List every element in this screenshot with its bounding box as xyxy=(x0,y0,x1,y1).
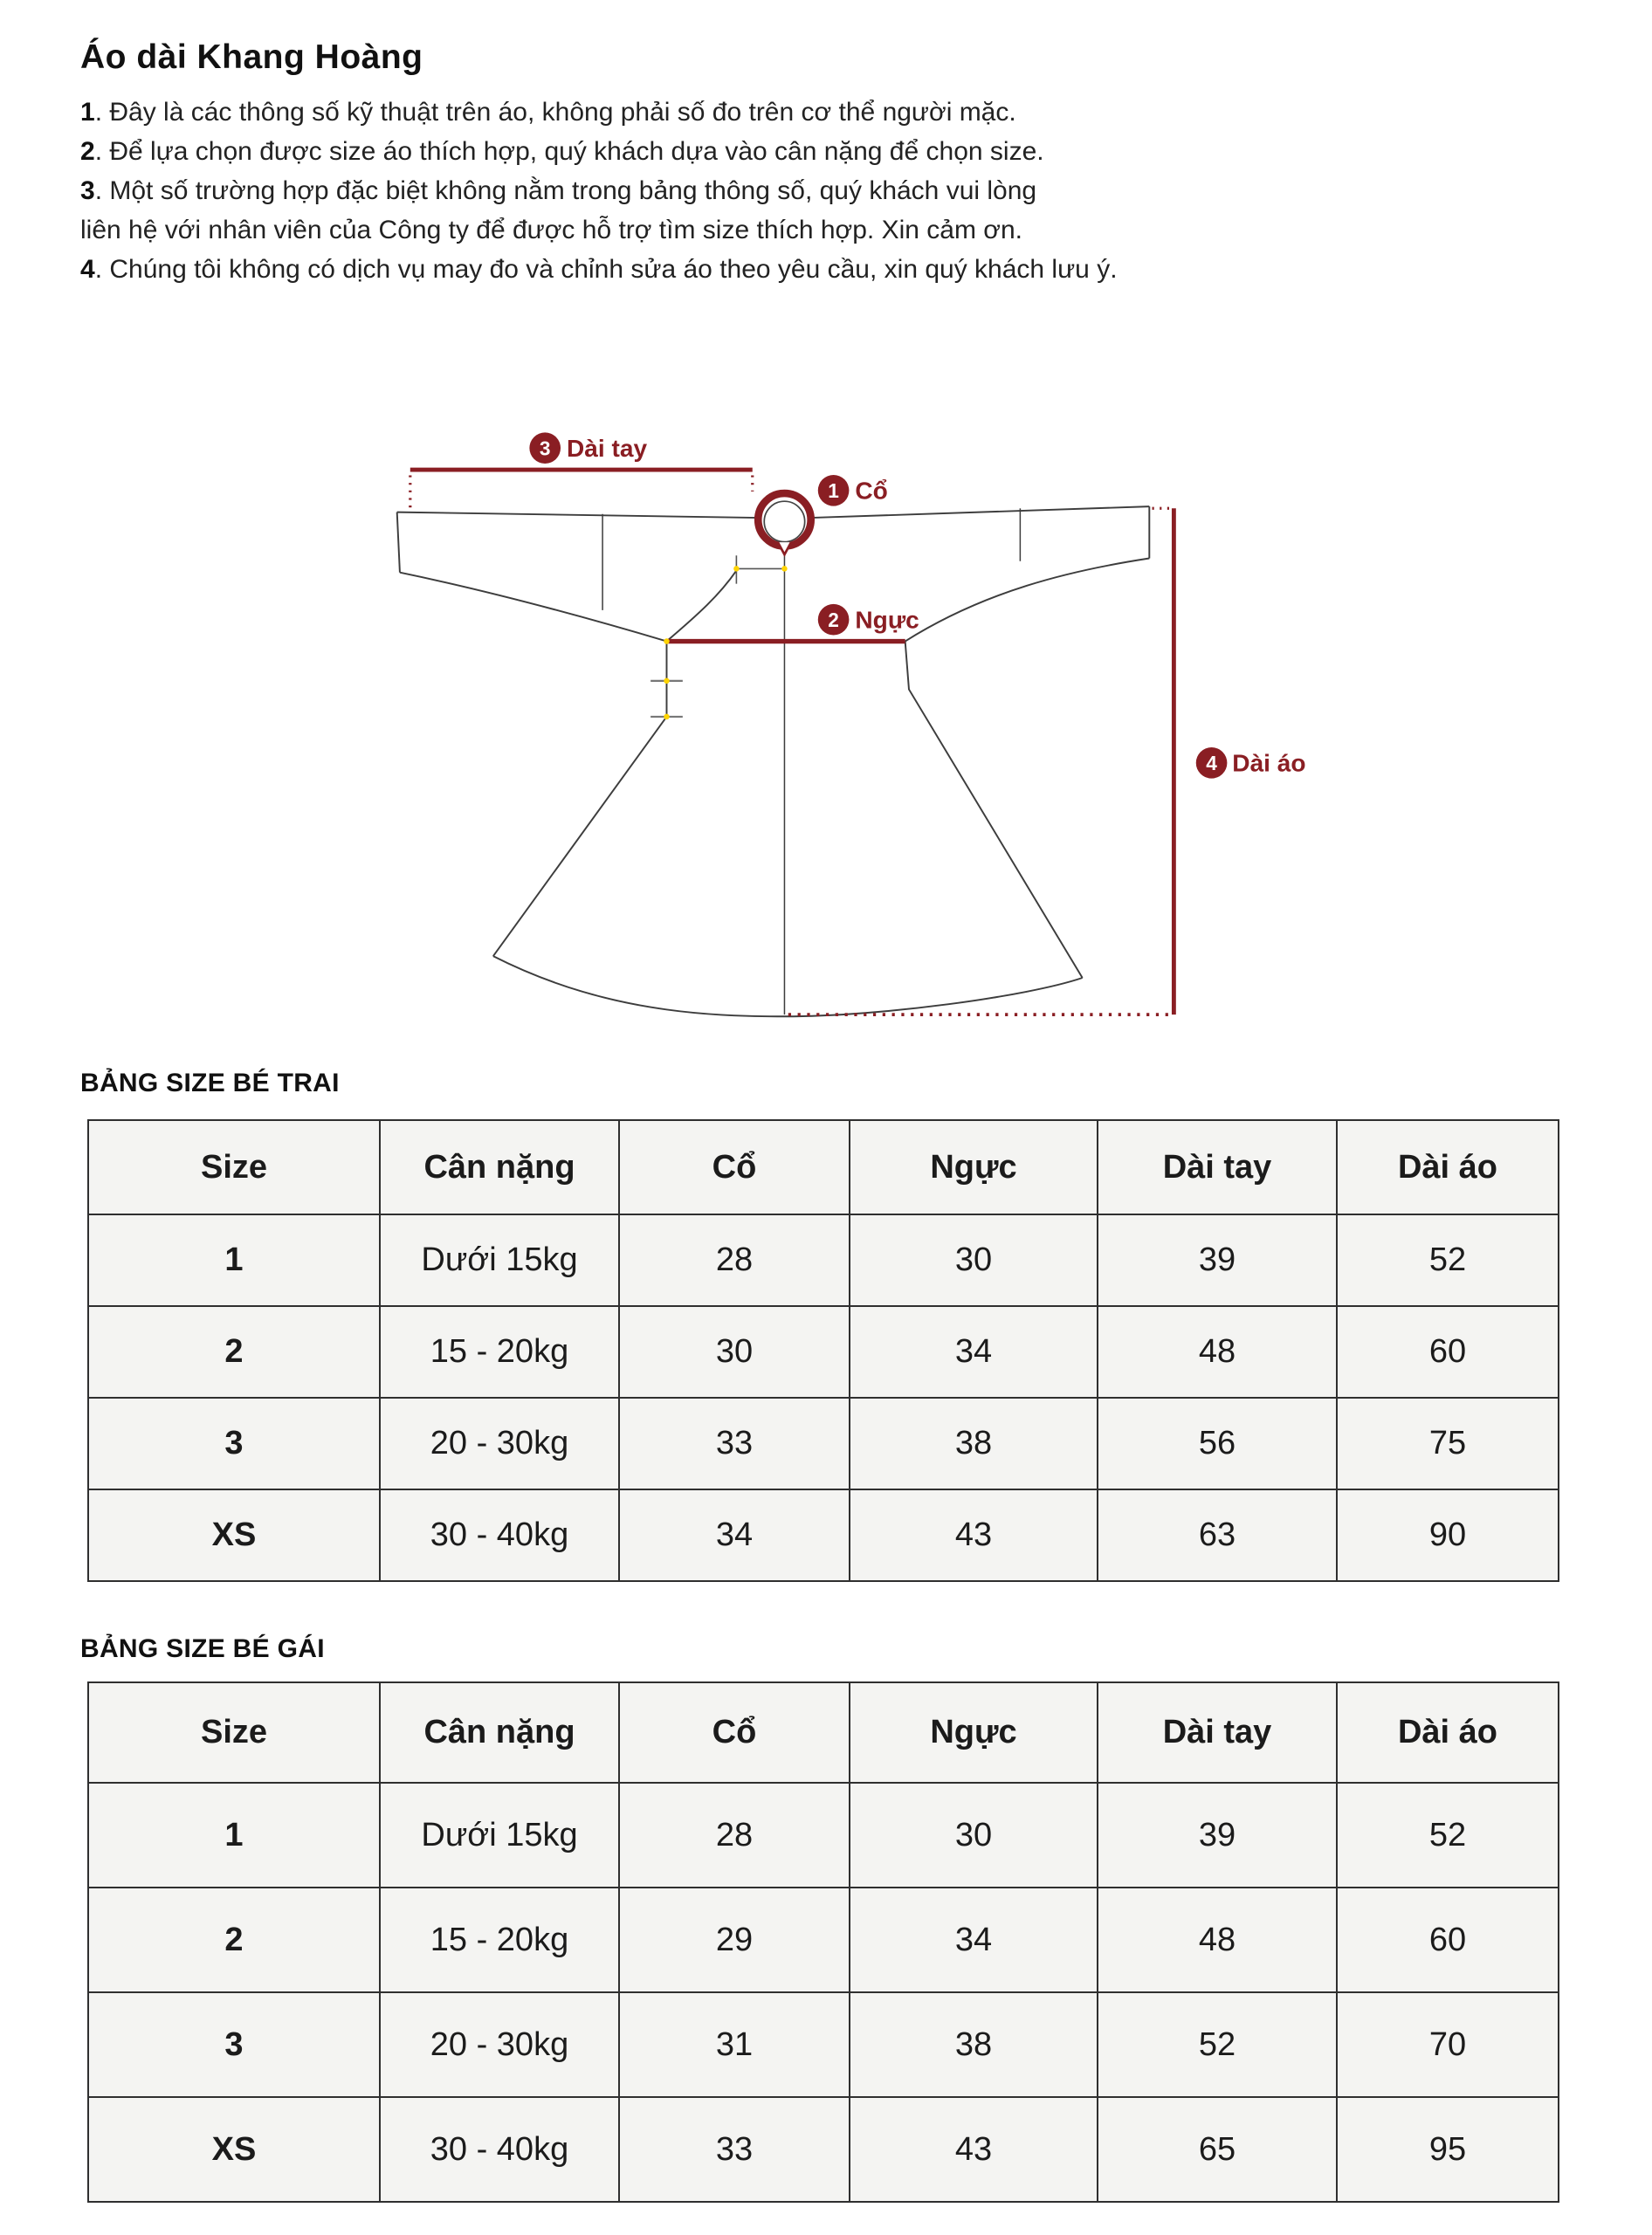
table-cell: 15 - 20kg xyxy=(380,1888,619,1992)
table-cell: 43 xyxy=(850,2097,1098,2202)
table-cell: 60 xyxy=(1337,1306,1559,1398)
collar-ring xyxy=(758,493,810,554)
table-cell: 28 xyxy=(619,1783,850,1888)
column-header: Cân nặng xyxy=(380,1682,619,1783)
table-cell: 34 xyxy=(619,1489,850,1581)
note-line xyxy=(80,210,1118,250)
table-row xyxy=(88,1992,1559,2097)
note-line xyxy=(80,171,1118,210)
table-row xyxy=(88,1783,1559,1888)
column-header: Ngực xyxy=(850,1120,1098,1214)
table-cell: 3 xyxy=(88,1992,380,2097)
column-header: Dài áo xyxy=(1337,1120,1559,1214)
notes-block xyxy=(80,93,1118,289)
table-cell: 33 xyxy=(619,2097,850,2202)
note-line xyxy=(80,132,1118,171)
slit-tick-marks xyxy=(650,555,784,717)
badge-2-number: 2 xyxy=(828,608,839,631)
table-cell: 30 - 40kg xyxy=(380,2097,619,2202)
table-cell: 63 xyxy=(1098,1489,1337,1581)
table-cell: 15 - 20kg xyxy=(380,1306,619,1398)
label-shirt-length xyxy=(1196,747,1306,779)
table-cell: 43 xyxy=(850,1489,1098,1581)
table-row xyxy=(88,1398,1559,1489)
table-cell: 30 - 40kg xyxy=(380,1489,619,1581)
table-cell: Dưới 15kg xyxy=(380,1214,619,1306)
table-row xyxy=(88,1214,1559,1306)
table-cell: 38 xyxy=(850,1992,1098,2097)
table-cell: 48 xyxy=(1098,1306,1337,1398)
girls-table-title: BẢNG SIZE BÉ GÁI xyxy=(80,1634,325,1663)
column-header: Size xyxy=(88,1682,380,1783)
label-collar xyxy=(818,475,888,506)
page-title: Áo dài Khang Hoàng xyxy=(80,38,423,76)
badge-3-number: 3 xyxy=(539,437,551,460)
table-cell: XS xyxy=(88,2097,380,2202)
column-header: Dài tay xyxy=(1098,1120,1337,1214)
table-cell: 34 xyxy=(850,1888,1098,1992)
table-row xyxy=(88,1489,1559,1581)
note-text: . Đây là các thông số kỹ thuật trên áo, không phải số đo trên cơ thể người mặc. xyxy=(94,98,1016,127)
sleeve-length-label: Dài tay xyxy=(567,434,648,462)
ao-dai-sketch xyxy=(367,410,1310,1084)
column-header: Size xyxy=(88,1120,380,1214)
badge-4-number: 4 xyxy=(1206,751,1217,774)
column-header: Dài áo xyxy=(1337,1682,1559,1783)
table-cell: 31 xyxy=(619,1992,850,2097)
note-number: 4 xyxy=(80,255,95,284)
column-header: Ngực xyxy=(850,1682,1098,1783)
label-sleeve-length xyxy=(529,432,647,464)
note-text: . Chúng tôi không có dịch vụ may đo và chỉnh sửa áo theo yêu cầu, xin quý khách lưu ý. xyxy=(94,255,1118,284)
table-cell: 33 xyxy=(619,1398,850,1489)
table-cell: 90 xyxy=(1337,1489,1559,1581)
table-cell: 2 xyxy=(88,1888,380,1992)
table-cell: 70 xyxy=(1337,1992,1559,2097)
column-header: Dài tay xyxy=(1098,1682,1337,1783)
table-cell: 39 xyxy=(1098,1783,1337,1888)
table-cell: 52 xyxy=(1098,1992,1337,2097)
table-cell: 39 xyxy=(1098,1214,1337,1306)
note-number: 3 xyxy=(80,176,95,205)
table-cell: 38 xyxy=(850,1398,1098,1489)
table-row xyxy=(88,1888,1559,1992)
table-cell: 48 xyxy=(1098,1888,1337,1992)
table-cell: 3 xyxy=(88,1398,380,1489)
table-row xyxy=(88,2097,1559,2202)
badge-1-number: 1 xyxy=(828,478,839,502)
table-cell: 30 xyxy=(619,1306,850,1398)
table-cell: 29 xyxy=(619,1888,850,1992)
table-cell: 20 - 30kg xyxy=(380,1992,619,2097)
label-chest xyxy=(818,604,919,636)
note-text: liên hệ với nhân viên của Công ty để được hỗ trợ tìm size thích hợp. Xin cảm ơn. xyxy=(80,216,1022,244)
table-cell: 52 xyxy=(1337,1214,1559,1306)
table-cell: 28 xyxy=(619,1214,850,1306)
table-cell: 75 xyxy=(1337,1398,1559,1489)
table-cell: Dưới 15kg xyxy=(380,1783,619,1888)
note-text: . Để lựa chọn được size áo thích hợp, quý khách dựa vào cân nặng để chọn size. xyxy=(94,137,1044,166)
measurement-lines xyxy=(410,470,1174,1014)
table-cell: 65 xyxy=(1098,2097,1337,2202)
table-cell: 30 xyxy=(850,1783,1098,1888)
note-number: 1 xyxy=(80,98,95,127)
table-cell: 60 xyxy=(1337,1888,1559,1992)
table-cell: 2 xyxy=(88,1306,380,1398)
table-cell: 95 xyxy=(1337,2097,1559,2202)
collar-label: Cổ xyxy=(855,477,888,505)
note-number: 2 xyxy=(80,137,95,166)
note-line xyxy=(80,93,1118,132)
table-cell: XS xyxy=(88,1489,380,1581)
garment-outline xyxy=(397,506,1150,1016)
shirt-length-label: Dài áo xyxy=(1232,749,1306,777)
table-header-row xyxy=(88,1682,1559,1783)
table-cell: 1 xyxy=(88,1214,380,1306)
boys-size-table xyxy=(87,1119,1559,1582)
table-header-row xyxy=(88,1120,1559,1214)
table-row xyxy=(88,1306,1559,1398)
column-header: Cổ xyxy=(619,1120,850,1214)
table-cell: 1 xyxy=(88,1783,380,1888)
boys-table-title: BẢNG SIZE BÉ TRAI xyxy=(80,1069,340,1097)
chest-label: Ngực xyxy=(855,606,919,634)
girls-size-table xyxy=(87,1681,1559,2203)
note-text: . Một số trường hợp đặc biệt không nằm trong bảng thông số, quý khách vui lòng xyxy=(94,176,1037,205)
table-cell: 34 xyxy=(850,1306,1098,1398)
table-cell: 20 - 30kg xyxy=(380,1398,619,1489)
table-cell: 30 xyxy=(850,1214,1098,1306)
ao-dai-measurement-diagram xyxy=(367,410,1310,1084)
note-line xyxy=(80,250,1118,289)
column-header: Cổ xyxy=(619,1682,850,1783)
table-cell: 52 xyxy=(1337,1783,1559,1888)
table-cell: 56 xyxy=(1098,1398,1337,1489)
column-header: Cân nặng xyxy=(380,1120,619,1214)
